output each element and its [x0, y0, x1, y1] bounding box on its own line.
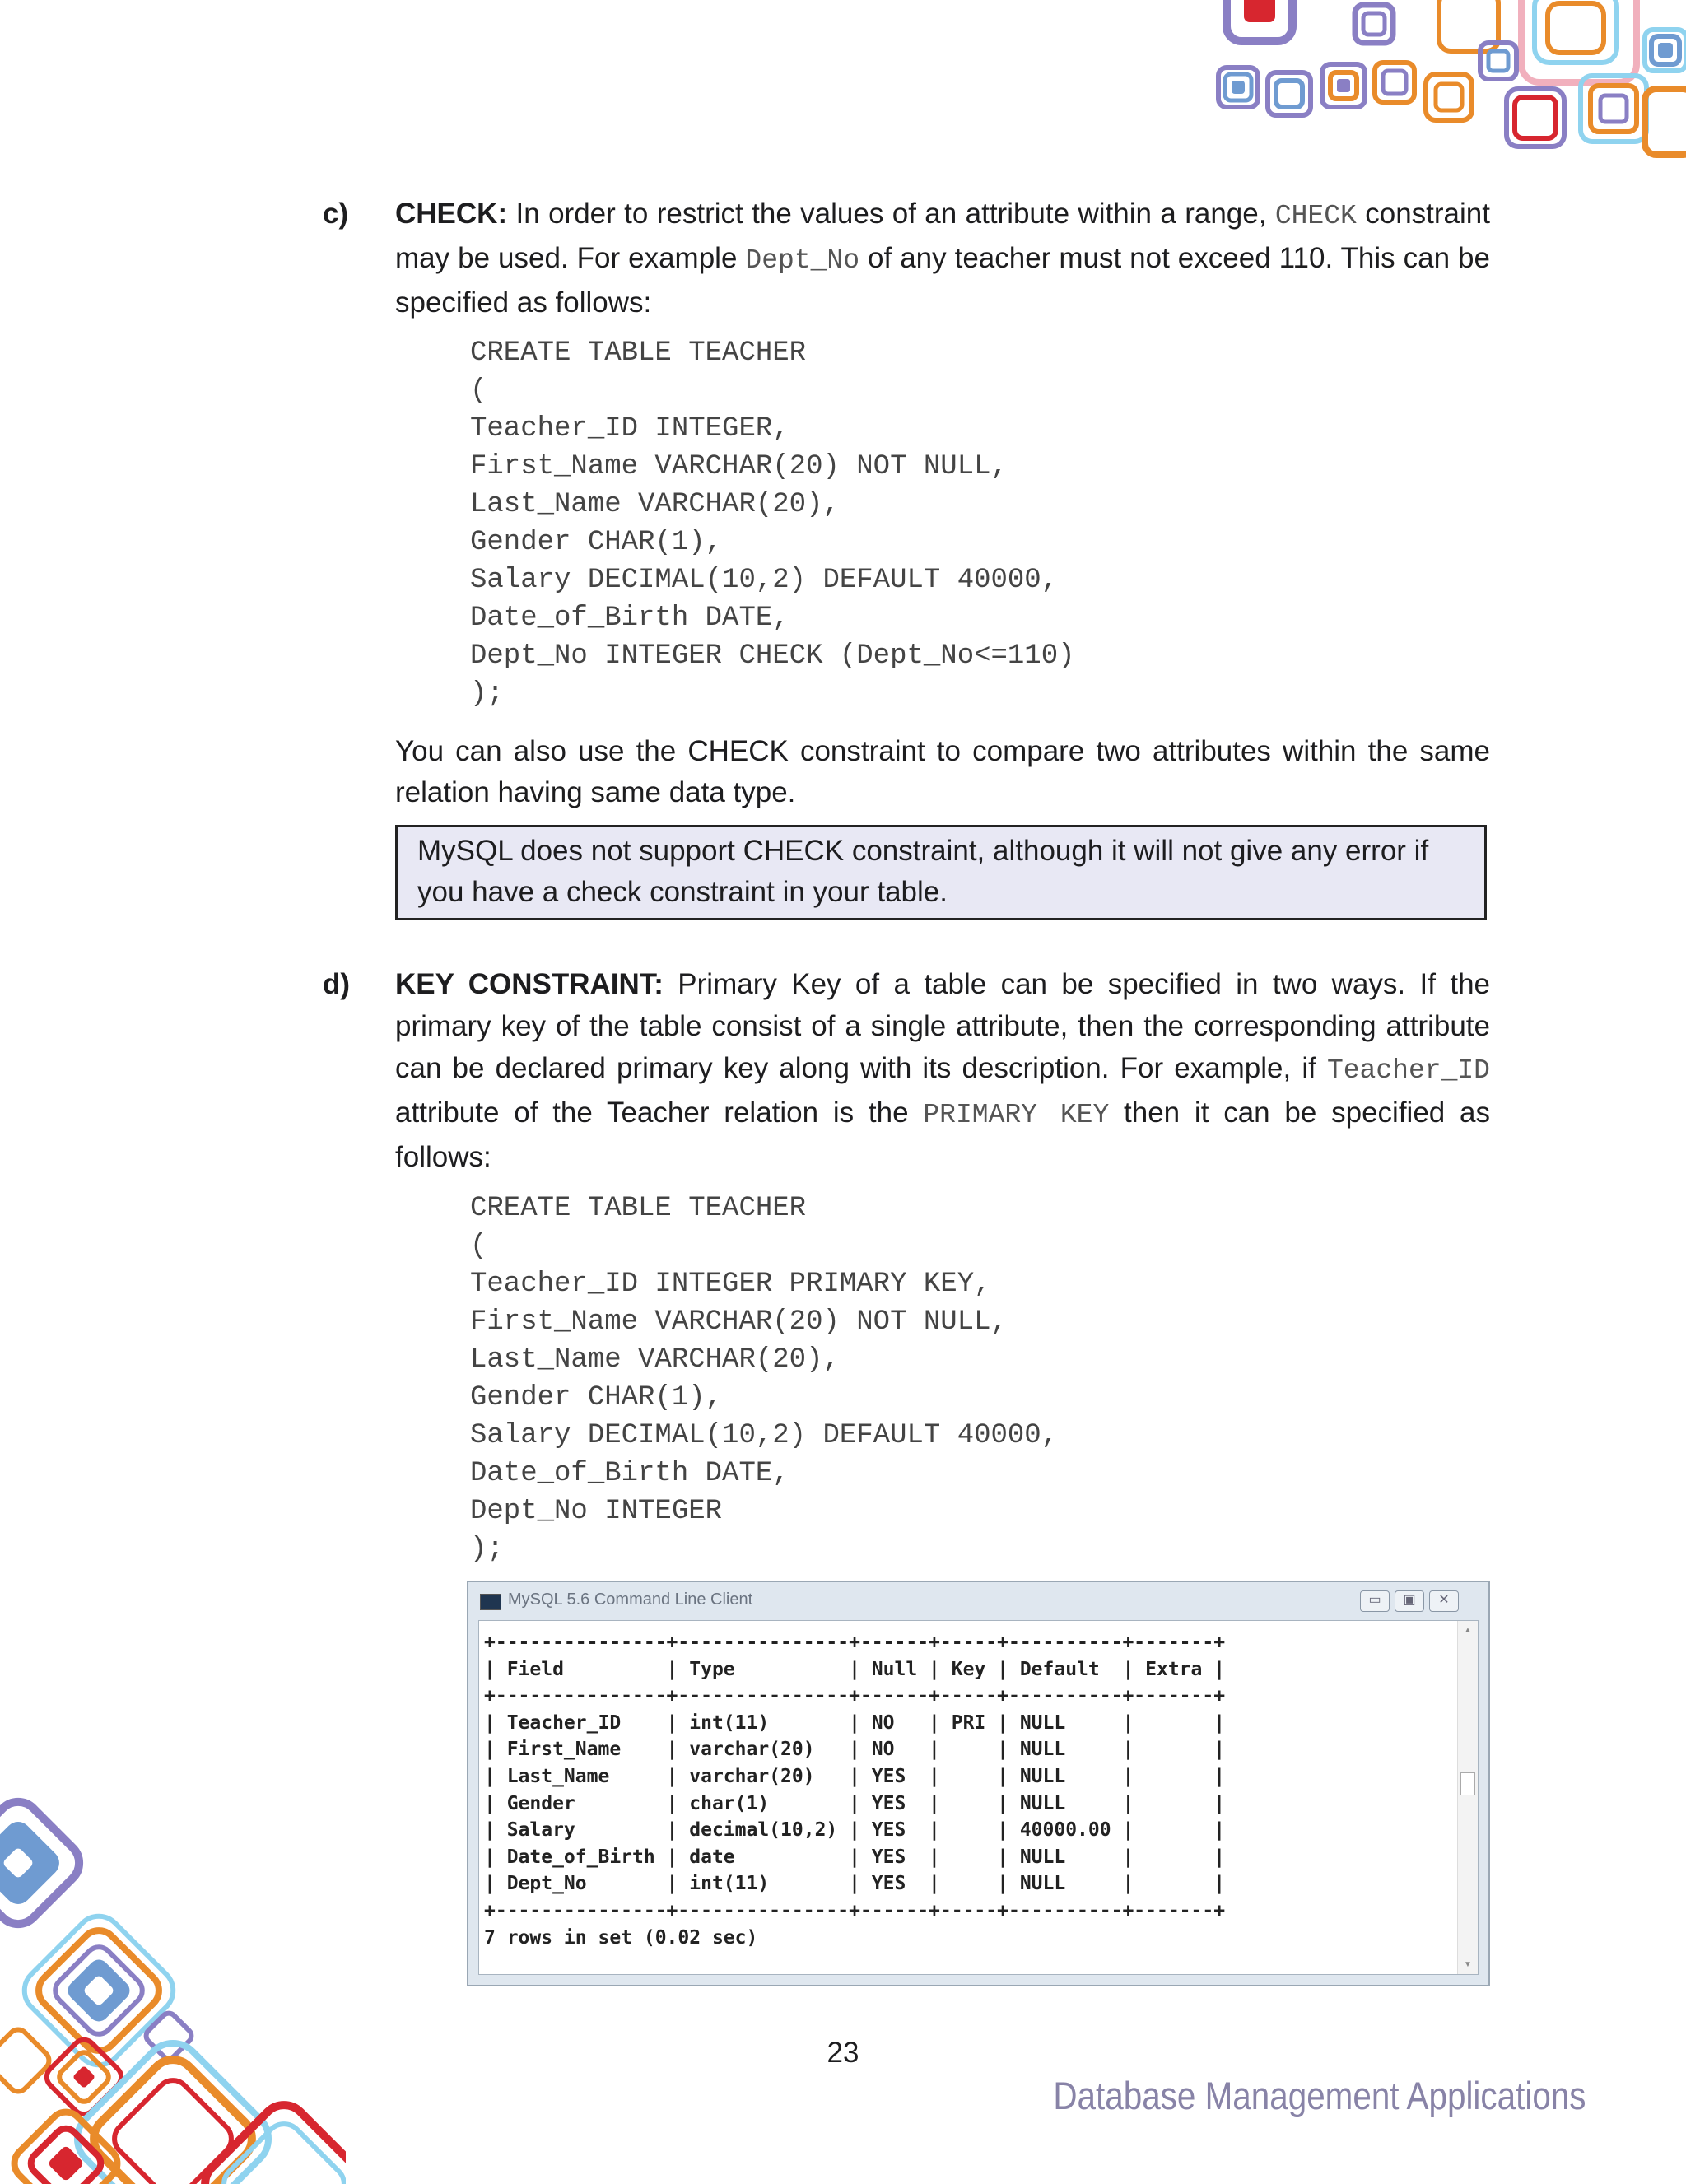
section-d-heading: KEY CONSTRAINT: — [395, 968, 664, 1000]
section-d-code-primary-key: PRIMARY KEY — [923, 1100, 1110, 1130]
section-c-paragraph — [395, 193, 1490, 324]
console-output: +---------------+---------------+------+-----+----------+-------+ | Field | Type | Null | Key | Default | Extra | +---------------+---------------+------+-----+----------+-------+ | Teacher_ID | int(11) | NO | PRI | NULL | | | First_Name | varchar(20) | NO | | NULL | | | Last_Name | varchar(20) | YES | | NULL | | | Gender | char(1) | YES | | NULL | | | Salary | decimal(10,2) | YES | | 40000.00 | | | Date_of_Birth | date | YES | | NULL | | | Dept_No | int(11) | YES | | NULL | | +---------------+---------------+------+-----+----------+-------+ 7 rows in set (0.02 sec) — [484, 1632, 1226, 1949]
window-title: MySQL 5.6 Command Line Client — [508, 1590, 753, 1609]
minimize-icon[interactable]: ▭ — [1360, 1590, 1390, 1612]
page-number: 23 — [827, 2037, 859, 2069]
console-app-icon — [480, 1594, 501, 1610]
window-title-bar — [468, 1582, 1488, 1620]
section-d-code-teacher-id: Teacher_ID — [1326, 1055, 1490, 1086]
section-d-text-1: Primary Key of a table can be specified in two ways. If the primary key of the table consist of a single attribute, then the corresponding attribute can be declared primary key along with its description. For example, if — [395, 968, 1490, 1084]
section-c-text-1: In order to restrict the values of an attribute within a range, — [507, 198, 1275, 230]
top-right-decoration — [1209, 0, 1686, 165]
footer-book-title: Database Management Applications — [1052, 2074, 1586, 2117]
mysql-note-box: MySQL does not support CHECK constraint, although it will not give any error if you have a check constraint in your table. — [395, 825, 1487, 920]
section-d-text-3: then it can be specified as follows: — [395, 1097, 1490, 1173]
section-c-marker: c) — [323, 198, 349, 230]
section-c-code-block: CREATE TABLE TEACHER ( Teacher_ID INTEGER, First_Name VARCHAR(20) NOT NULL, Last_Name VARCHAR(20), Gender CHAR(1), Salary DECIMAL(10,2) DEFAULT 40000, Date_of_Birth DATE, Dept_No INTEGER CHECK (Dept_No<=110) ); — [470, 338, 1075, 710]
section-c-after-text: You can also use the CHECK constraint to compare two attributes within the same relation having same data type. — [395, 735, 1490, 808]
section-d — [323, 963, 1490, 1178]
maximize-icon[interactable]: ▣ — [1395, 1590, 1424, 1612]
scroll-up-icon[interactable]: ▲ — [1464, 1626, 1472, 1635]
scroll-thumb[interactable] — [1460, 1772, 1475, 1795]
section-c-code-dept-no: Dept_No — [745, 245, 860, 276]
section-c-heading: CHECK: — [395, 198, 508, 230]
section-c-text-3: of any teacher must not exceed 110. This can be specified as follows: — [395, 242, 1490, 319]
scroll-down-icon[interactable]: ▼ — [1464, 1960, 1472, 1969]
section-d-paragraph — [395, 963, 1490, 1178]
section-d-marker: d) — [323, 968, 351, 1000]
vertical-scrollbar[interactable] — [1457, 1621, 1478, 1974]
mysql-console-window — [467, 1581, 1490, 1986]
section-c — [323, 193, 1490, 324]
close-icon[interactable]: ✕ — [1429, 1590, 1459, 1612]
section-c-text-2: constraint may be used. For example — [395, 198, 1490, 274]
console-client-area — [478, 1620, 1479, 1975]
section-d-code-block: CREATE TABLE TEACHER ( Teacher_ID INTEGER PRIMARY KEY, First_Name VARCHAR(20) NOT NULL, Last_Name VARCHAR(20), Gender CHAR(1), Salary DECIMAL(10,2) DEFAULT 40000, Date_of_Birth DATE, Dept_No INTEGER ); — [470, 1193, 1059, 1565]
section-d-text-2: attribute of the Teacher relation is the — [395, 1097, 924, 1129]
bottom-left-decoration — [0, 1797, 346, 2184]
section-c-code-check: CHECK — [1274, 201, 1357, 231]
